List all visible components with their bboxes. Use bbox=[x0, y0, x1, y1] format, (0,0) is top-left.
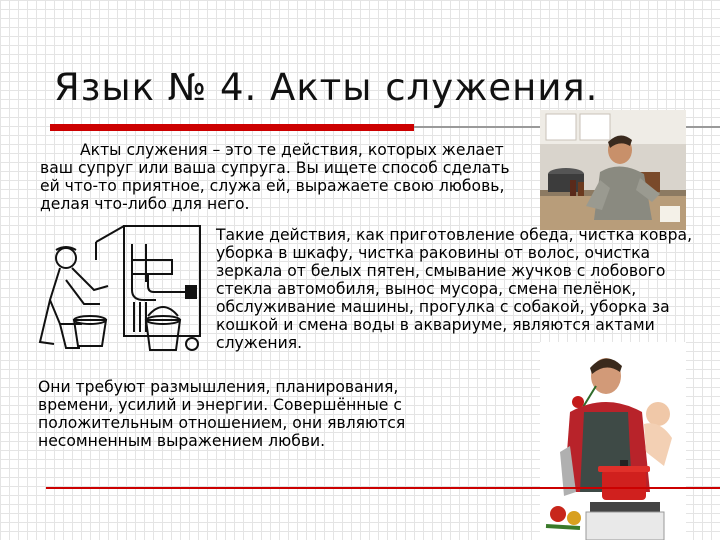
slide-title: Язык № 4. Акты служения. bbox=[54, 66, 599, 109]
plumber-drawing bbox=[36, 220, 206, 360]
father-with-baby-photo bbox=[540, 342, 686, 540]
paragraph-definition: Акты служения – это те действия, которых желает ваш супруг или ваша супруга. Вы ищете способ сделать ей что-то приятное, служа ей, выражаете свою любовь, делая что-либо для него. bbox=[40, 141, 510, 213]
title-underline-red bbox=[50, 124, 414, 131]
bottom-rule bbox=[46, 487, 720, 489]
paragraph-examples: Такие действия, как приготовление обеда, чистка ковра, уборка в шкафу, чистка раковины от волос, очистка зеркала от белых пятен, смывание жучков с лобового стекла автомобиля, вынос мусора, смена пелёнок, обслуживание машины, прогулка с собакой, уборка за кошкой и смена воды в аквариуме, являются актами служения. bbox=[216, 226, 693, 352]
cooking-man-photo bbox=[540, 110, 686, 230]
paragraph-conclusion: Они требуют размышления, планирования, времени, усилий и энергии. Совершённые с положительным отношением, они являются несомненным выражением любви. bbox=[38, 378, 406, 450]
